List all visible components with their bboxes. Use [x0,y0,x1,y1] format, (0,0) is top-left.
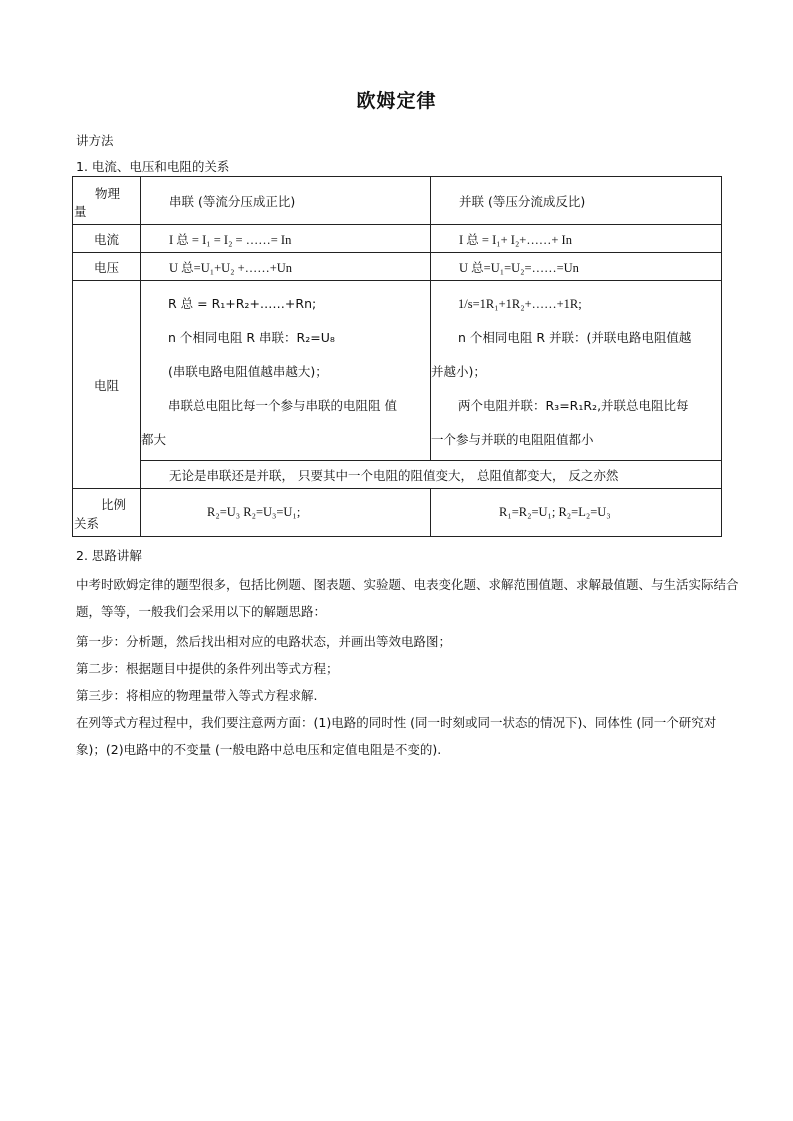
current-series: I 总 = I₁ = I₂ = ……= In [141,225,431,253]
section-label: 讲方法 [76,133,114,148]
heading-explanation: 2. 思路讲解 [76,548,142,563]
header-parallel: 并联 (等压分流成反比) [431,177,722,225]
ratio-series: R₂=U₃ R₂=U₃=U₁; [141,489,431,537]
resistance-series-line: n 个相同电阻 R 串联：R₂=U₈ [168,330,335,345]
label-resistance: 电阻 [73,281,141,489]
resistance-series [141,281,431,461]
resistance-series-line: (串联电路电阻值越串越大)； [168,364,328,379]
step-two: 第二步：根据题目中提供的条件列出等式方程； [76,661,339,676]
ratio-label-a: 比例 [101,497,127,512]
resistance-series-line: 都大 [141,432,167,447]
paragraph-intro-text: 中考时欧姆定律的题型很多，包括比例题、图表题、实验题、电表变化题、求解范围值题、求解最值题、与生活实际结合题，等等，一般我们会采用以下的解题思路： [76,577,739,619]
header-quantity-a: 物理 [95,186,121,201]
paragraph-notes [76,709,746,763]
voltage-parallel: U 总=U₁=U₂=……=Un [431,253,722,281]
current-parallel: I 总 = I₁+ I₂+……+ In [431,225,722,253]
header-series: 串联 (等流分压成正比) [141,177,431,225]
header-quantity-b: 量 [74,204,87,219]
ratio-label-cell [73,489,141,537]
resistance-parallel-line: 并越小)； [431,364,486,379]
label-voltage: 电压 [73,253,141,281]
resistance-parallel-line: n 个相同电阻 R 并联：(并联电路电阻值越 [458,330,692,345]
paragraph-notes-text: 在列等式方程过程中，我们要注意两方面：(1)电路的同时性 (同一时刻或同一状态的情况下)、同体性 (同一个研究对象)；(2)电路中的不变量 (一般电路中总电压和定值电阻是不变的). [76,715,717,757]
table-row-resistance-common [73,461,722,489]
resistance-series-line: 串联总电阻比每一个参与串联的电阻阻 值 [168,398,397,413]
resistance-parallel [431,281,722,461]
resistance-parallel-line: 两个电阻并联：R₃=R₁R₂,并联总电阻比每 [458,398,689,413]
table-row-resistance [73,281,722,461]
heading-relationship: 1. 电流、电压和电阻的关系 [76,159,230,174]
table-row-voltage [73,253,722,281]
table-row-header [73,177,722,225]
header-quantity-cell [73,177,141,225]
step-three: 第三步：将相应的物理量带入等式方程求解. [76,688,318,703]
step-one: 第一步：分析题，然后找出相对应的电路状态，并画出等效电路图； [76,634,452,649]
paragraph-intro [76,571,746,625]
voltage-series: U 总=U₁+U₂ +……+Un [141,253,431,281]
resistance-common: 无论是串联还是并联， 只要其中一个电阻的阻值变大， 总阻值都变大， 反之亦然 [141,461,722,489]
resistance-parallel-line: 一个参与并联的电阻阻值都小 [431,432,594,447]
label-current: 电流 [73,225,141,253]
table-row-ratio [73,489,722,537]
resistance-series-line: R 总 = R₁+R₂+……+Rn; [168,296,317,311]
ratio-label-b: 关系 [74,516,100,531]
resistance-parallel-line: 1/s=1R₁+1R₂+……+1R; [458,297,582,311]
table-row-current [73,225,722,253]
relationship-table [72,176,722,537]
page-title: 欧姆定律 [356,90,437,112]
ratio-parallel: R₁=R₂=U₁; R₂=L₂=U₃ [431,489,722,537]
